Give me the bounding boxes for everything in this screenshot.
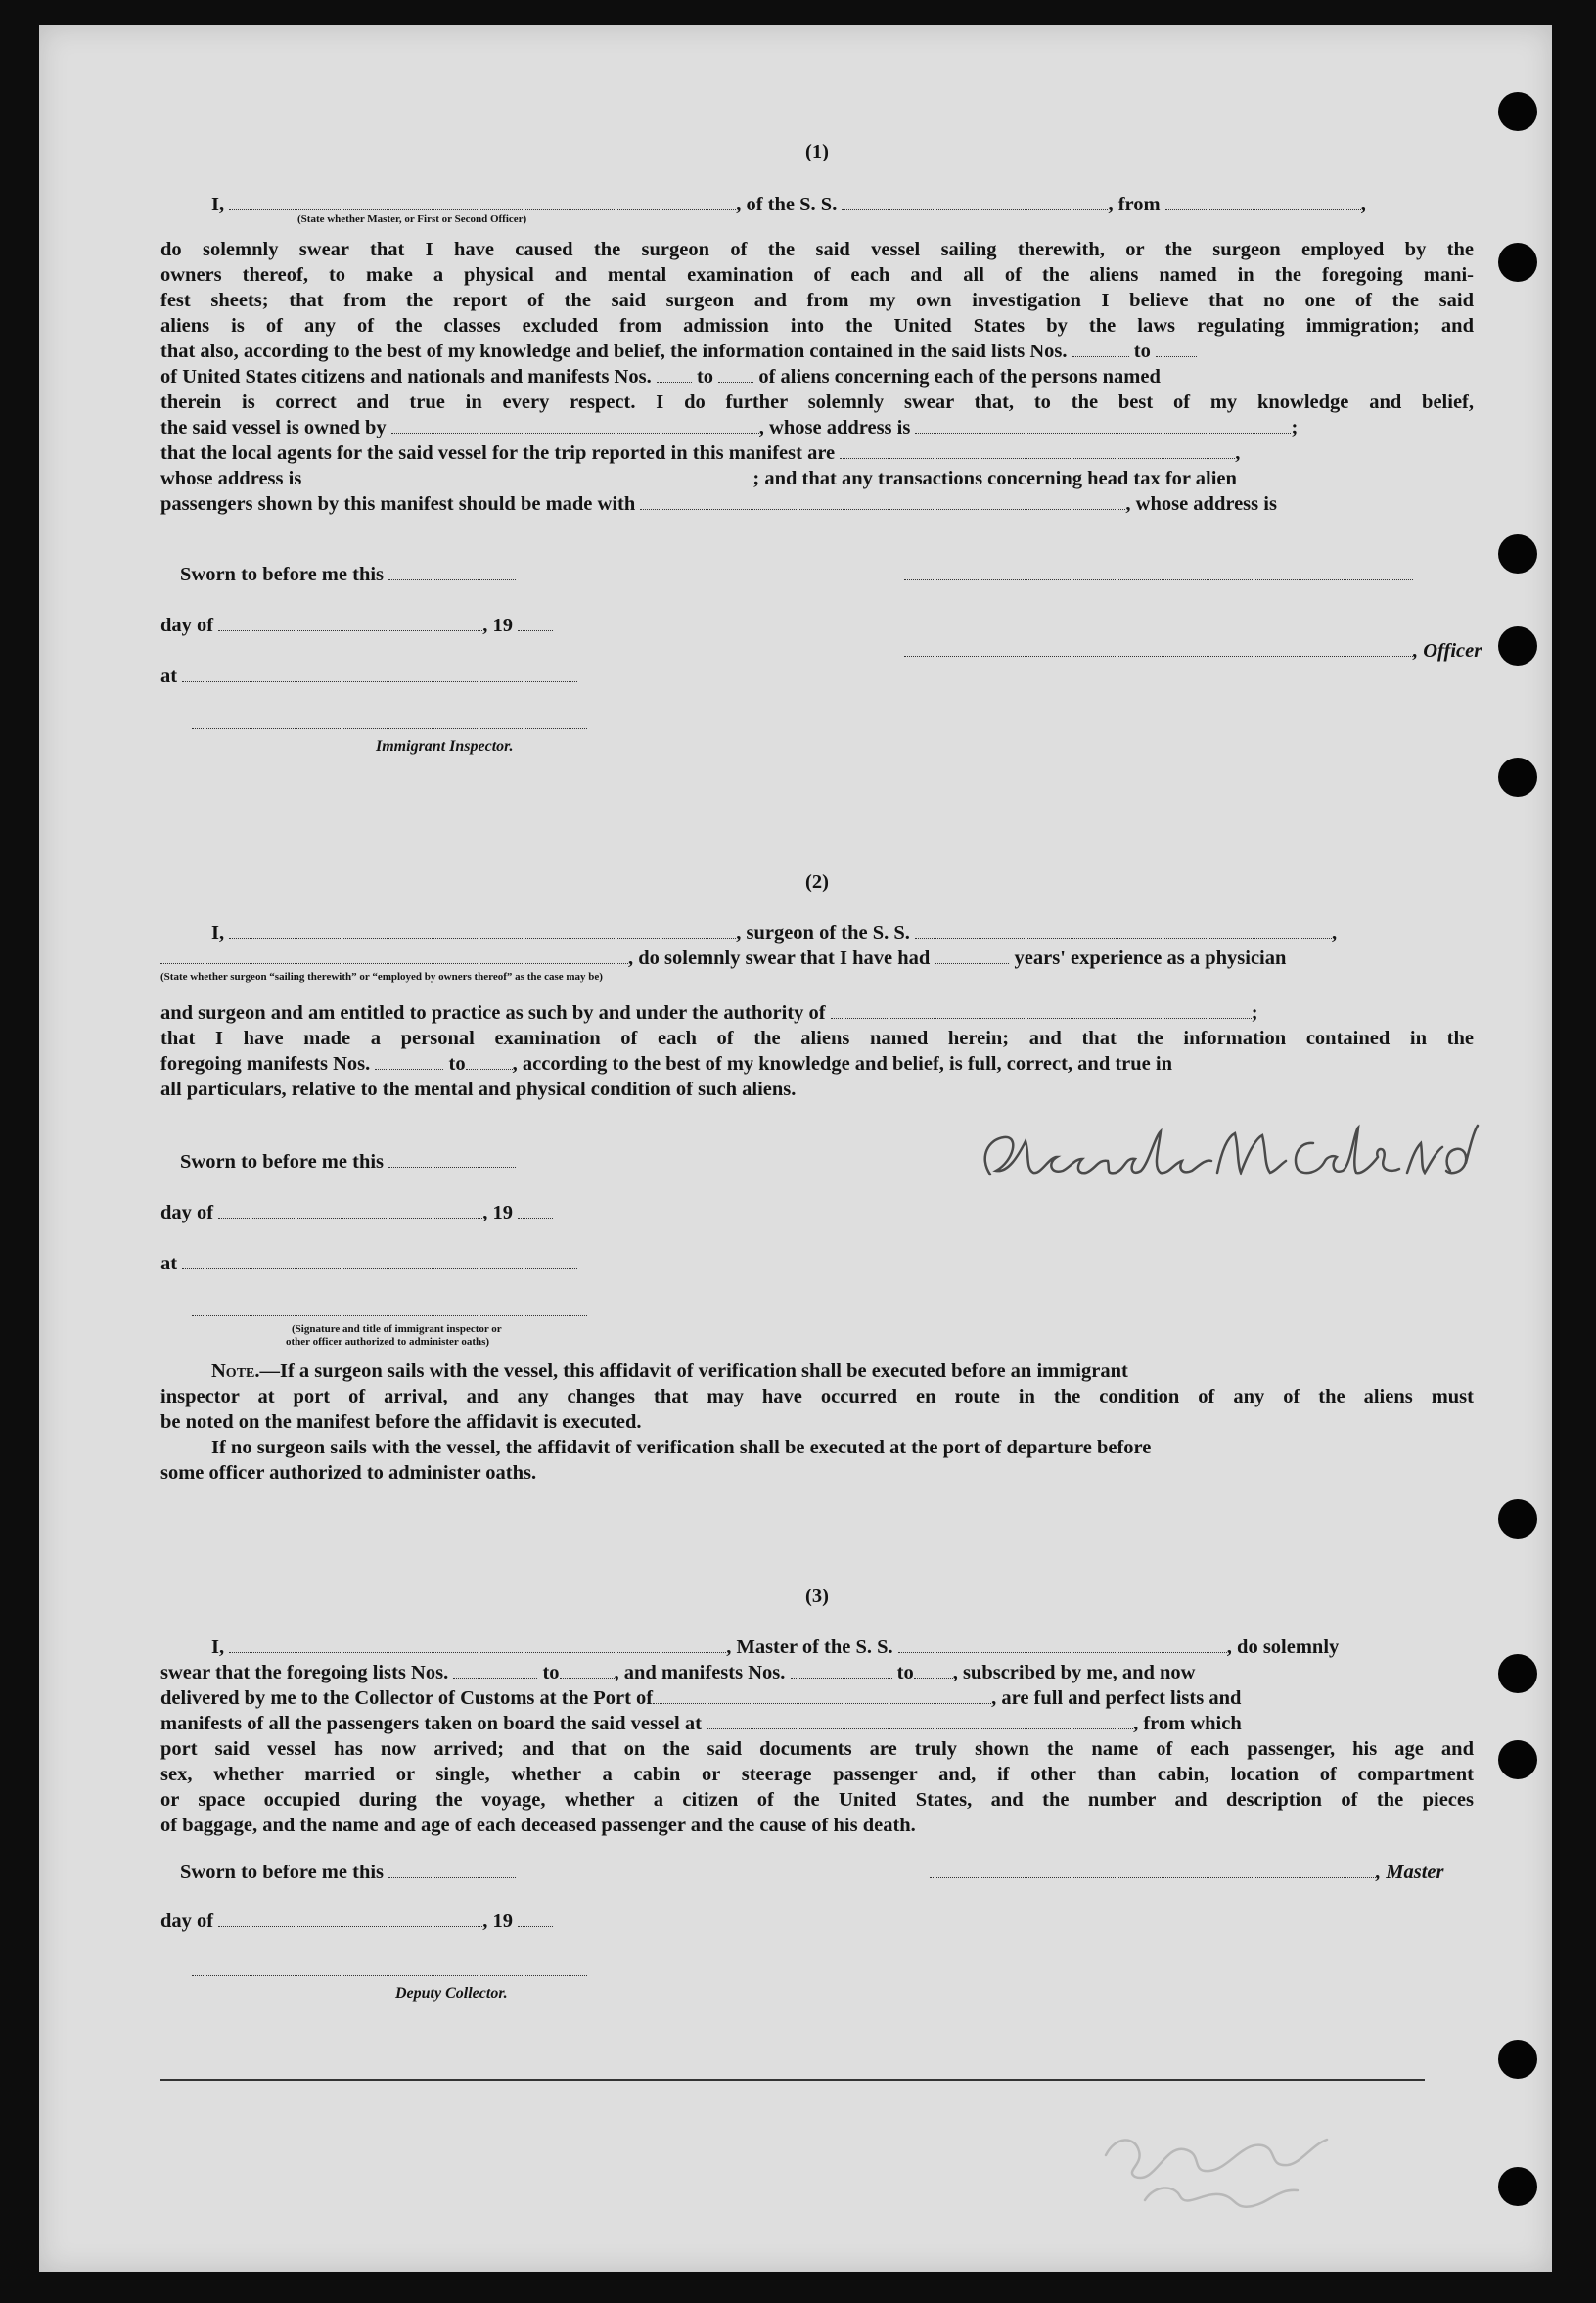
punch-hole bbox=[1498, 2040, 1537, 2079]
oath-text: port said vessel has now arrived; and that on the said documents are truly shown the name of each passenger, his age and bbox=[160, 1738, 1474, 1760]
embarkation-port-field[interactable] bbox=[707, 1713, 1133, 1729]
sworn-line bbox=[180, 1149, 516, 1175]
label: passengers shown by this manifest should be made with bbox=[160, 493, 636, 515]
surgeon-status-field[interactable] bbox=[160, 947, 628, 964]
label: , bbox=[1332, 922, 1338, 944]
month-field[interactable] bbox=[218, 1202, 482, 1219]
label: , Officer bbox=[1413, 640, 1482, 662]
inspector-signature-line[interactable] bbox=[192, 728, 587, 729]
master-signature-field[interactable] bbox=[930, 1862, 1376, 1878]
master-name-field[interactable] bbox=[229, 1636, 726, 1653]
oath-text: of baggage, and the name and age of each deceased passenger and the cause of his death. bbox=[160, 1815, 916, 1836]
year-field[interactable] bbox=[518, 615, 553, 631]
label: , according to the best of my knowledge and belief, is full, correct, and true in bbox=[512, 1053, 1172, 1075]
oath-text-line bbox=[160, 491, 1277, 517]
manifest-from-field[interactable] bbox=[657, 366, 692, 383]
oath-text: sex, whether married or single, whether a cabin or steerage passenger and, if other than cabin, location of compartment bbox=[160, 1764, 1474, 1785]
label: , do solemnly bbox=[1226, 1636, 1340, 1658]
list-to-field[interactable] bbox=[560, 1662, 615, 1679]
section-2-second-line bbox=[160, 945, 1286, 971]
label: Sworn to before me this bbox=[180, 1151, 385, 1173]
punch-hole bbox=[1498, 626, 1537, 666]
label: ; bbox=[1291, 417, 1299, 438]
deputy-signature-line[interactable] bbox=[192, 1975, 587, 1976]
year-field[interactable] bbox=[518, 1202, 553, 1219]
label: , bbox=[1360, 194, 1366, 215]
officer-rank-note: (State whether Master, or First or Second Officer) bbox=[297, 213, 527, 225]
document-page bbox=[39, 25, 1552, 2272]
inspector-label: Immigrant Inspector. bbox=[376, 738, 514, 755]
oath-text-line bbox=[160, 1000, 1258, 1026]
agents-field[interactable] bbox=[840, 442, 1235, 459]
oath-text: or space occupied during the voyage, whether a citizen of the United States, and the number and description of the pieces bbox=[160, 1789, 1474, 1811]
punch-hole bbox=[1498, 534, 1537, 574]
agents-address-field[interactable] bbox=[306, 468, 752, 484]
label: of United States citizens and nationals and manifests Nos. bbox=[160, 366, 652, 388]
pencil-annotation bbox=[1096, 2116, 1341, 2224]
section-2-number: (2) bbox=[805, 871, 829, 893]
manifest-from-field[interactable] bbox=[375, 1053, 443, 1070]
signature-note-2: other officer authorized to administer oaths) bbox=[286, 1336, 490, 1348]
officer-line bbox=[904, 638, 1482, 664]
section-2-first-line bbox=[211, 920, 1337, 945]
manifest-to-field[interactable] bbox=[466, 1053, 513, 1070]
punch-hole bbox=[1498, 1740, 1537, 1779]
label: delivered by me to the Collector of Customs at the Port of bbox=[160, 1687, 654, 1709]
section-1-number: (1) bbox=[805, 141, 829, 162]
note-first-line bbox=[211, 1359, 1128, 1384]
oath-text: aliens is of any of the classes excluded from admission into the United States by the laws regulating immigration; and bbox=[160, 315, 1474, 337]
list-from-field[interactable] bbox=[1072, 341, 1129, 357]
master-line bbox=[930, 1860, 1443, 1885]
at-line bbox=[160, 664, 577, 689]
note-text: some officer authorized to administer oaths. bbox=[160, 1462, 537, 1484]
label: at bbox=[160, 666, 178, 687]
label: , 19 bbox=[482, 1911, 513, 1932]
inspector-signature-line[interactable] bbox=[192, 1315, 587, 1316]
label: , surgeon of the S. S. bbox=[736, 922, 910, 944]
deputy-label: Deputy Collector. bbox=[395, 1985, 508, 2002]
month-field[interactable] bbox=[218, 1911, 482, 1927]
label: Sworn to before me this bbox=[180, 564, 385, 585]
punch-hole bbox=[1498, 92, 1537, 131]
sworn-date-field[interactable] bbox=[388, 564, 516, 580]
oath-text-line bbox=[160, 1685, 1241, 1711]
oath-text: therein is correct and true in every respect. I do further solemnly swear that, to the best of my knowledge and belief, bbox=[160, 392, 1474, 413]
month-field[interactable] bbox=[218, 615, 482, 631]
vessel-name-field[interactable] bbox=[842, 194, 1108, 210]
punch-hole bbox=[1498, 1499, 1537, 1539]
label: day of bbox=[160, 1202, 214, 1223]
note-label: Note. bbox=[211, 1360, 260, 1382]
label: manifests of all the passengers taken on board the said vessel at bbox=[160, 1713, 702, 1734]
year-field[interactable] bbox=[518, 1911, 553, 1927]
oath-text-line bbox=[160, 1711, 1242, 1736]
label: that also, according to the best of my knowledge and belief, the information contained in the said lists Nos. bbox=[160, 341, 1068, 362]
port-field[interactable] bbox=[1165, 194, 1361, 210]
label: to bbox=[896, 1662, 914, 1683]
signature-note-1: (Signature and title of immigrant inspector or bbox=[292, 1323, 502, 1335]
label: Sworn to before me this bbox=[180, 1862, 385, 1883]
vessel-name-field[interactable] bbox=[915, 922, 1332, 939]
label: , whose address is bbox=[1125, 493, 1277, 515]
bottom-rule bbox=[160, 2079, 1425, 2081]
label: at bbox=[160, 1253, 178, 1274]
label: , 19 bbox=[482, 615, 513, 636]
owner-address-field[interactable] bbox=[915, 417, 1291, 434]
label: , bbox=[1235, 442, 1241, 464]
surgeon-name-field[interactable] bbox=[229, 922, 736, 939]
label: , from which bbox=[1133, 1713, 1242, 1734]
label: day of bbox=[160, 615, 214, 636]
label: , whose address is bbox=[758, 417, 911, 438]
place-field[interactable] bbox=[182, 666, 577, 682]
manifest-to-field[interactable] bbox=[914, 1662, 953, 1679]
oath-text-line bbox=[160, 440, 1240, 466]
label: to bbox=[542, 1662, 560, 1683]
sworn-line bbox=[180, 1860, 516, 1885]
label: , Master bbox=[1376, 1862, 1444, 1883]
list-from-field[interactable] bbox=[453, 1662, 537, 1679]
oath-text: do solemnly swear that I have caused the surgeon of the said vessel sailing therewith, or the surgeon employed by the bbox=[160, 239, 1474, 260]
punch-hole bbox=[1498, 758, 1537, 797]
manifest-to-field[interactable] bbox=[718, 366, 753, 383]
label: , and manifests Nos. bbox=[614, 1662, 786, 1683]
note-text: inspector at port of arrival, and any changes that may have occurred en route in the condition of any of the aliens must bbox=[160, 1386, 1474, 1407]
label: that the local agents for the said vessel for the trip reported in this manifest are bbox=[160, 442, 836, 464]
authority-field[interactable] bbox=[831, 1002, 1252, 1019]
years-field[interactable] bbox=[935, 947, 1009, 964]
day-of-line bbox=[160, 1200, 553, 1225]
vessel-name-field[interactable] bbox=[898, 1636, 1227, 1653]
label: to bbox=[696, 366, 714, 388]
oath-text-line bbox=[160, 364, 1161, 390]
sworn-date-field[interactable] bbox=[388, 1862, 516, 1878]
port-field[interactable] bbox=[653, 1687, 991, 1704]
at-line bbox=[160, 1251, 577, 1276]
oath-text-line bbox=[160, 415, 1298, 440]
label: —If a surgeon sails with the vessel, this affidavit of verification shall be executed before an immigrant bbox=[259, 1360, 1128, 1382]
oath-text-line bbox=[160, 466, 1237, 491]
sworn-line bbox=[180, 562, 516, 587]
label: I, bbox=[211, 194, 225, 215]
oath-text: that I have made a personal examination of each of the aliens named herein; and that the information contained in the bbox=[160, 1028, 1474, 1049]
label: of aliens concerning each of the persons named bbox=[758, 366, 1161, 388]
label: ; bbox=[1251, 1002, 1258, 1024]
label: , Master of the S. S. bbox=[726, 1636, 893, 1658]
label: whose address is bbox=[160, 468, 302, 489]
label: the said vessel is owned by bbox=[160, 417, 387, 438]
label: to bbox=[448, 1053, 466, 1075]
punch-hole bbox=[1498, 243, 1537, 282]
day-of-line bbox=[160, 613, 553, 638]
label: , are full and perfect lists and bbox=[991, 1687, 1242, 1709]
label: years' experience as a physician bbox=[1014, 947, 1287, 969]
label: to bbox=[1133, 341, 1151, 362]
oath-text-line bbox=[160, 339, 1197, 364]
oath-text-line bbox=[160, 1660, 1195, 1685]
label: ; and that any transactions concerning head tax for alien bbox=[752, 468, 1237, 489]
place-field[interactable] bbox=[182, 1253, 577, 1269]
manifest-from-field[interactable] bbox=[791, 1662, 892, 1679]
oath-text-line bbox=[160, 1051, 1172, 1077]
list-to-field[interactable] bbox=[1156, 341, 1197, 357]
officer-signature-line[interactable] bbox=[904, 579, 1413, 580]
label: I, bbox=[211, 1636, 225, 1658]
note-text: If no surgeon sails with the vessel, the affidavit of verification shall be executed at the port of departure before bbox=[211, 1437, 1152, 1458]
label: swear that the foregoing lists Nos. bbox=[160, 1662, 449, 1683]
label: , 19 bbox=[482, 1202, 513, 1223]
label: , do solemnly swear that I have had bbox=[628, 947, 931, 969]
section-3-first-line bbox=[211, 1635, 1339, 1660]
note-text: be noted on the manifest before the affidavit is executed. bbox=[160, 1411, 642, 1433]
owner-field[interactable] bbox=[391, 417, 759, 434]
oath-text: owners thereof, to make a physical and mental examination of each and all of the aliens named in the foregoing mani- bbox=[160, 264, 1474, 286]
label: and surgeon and am entitled to practice as such by and under the authority of bbox=[160, 1002, 826, 1024]
head-tax-field[interactable] bbox=[640, 493, 1125, 510]
oath-text: all particulars, relative to the mental and physical condition of such aliens. bbox=[160, 1079, 797, 1100]
sworn-date-field[interactable] bbox=[388, 1151, 516, 1168]
punch-hole bbox=[1498, 2167, 1537, 2206]
officer-name-field[interactable] bbox=[229, 194, 736, 210]
punch-hole bbox=[1498, 1654, 1537, 1693]
officer-signature-field[interactable] bbox=[904, 640, 1413, 657]
oath-text: fest sheets; that from the report of the said surgeon and from my own investigation I believe that no one of the said bbox=[160, 290, 1474, 311]
label: I, bbox=[211, 922, 225, 944]
surgeon-handwritten-signature bbox=[961, 1118, 1480, 1192]
section-3-number: (3) bbox=[805, 1586, 829, 1607]
label: , of the S. S. bbox=[736, 194, 838, 215]
surgeon-status-note: (State whether surgeon “sailing therewith” or “employed by owners thereof” as the case may be) bbox=[160, 971, 603, 983]
label: , subscribed by me, and now bbox=[952, 1662, 1196, 1683]
label: , from bbox=[1108, 194, 1161, 215]
day-of-line bbox=[160, 1909, 553, 1934]
label: day of bbox=[160, 1911, 214, 1932]
label: foregoing manifests Nos. bbox=[160, 1053, 371, 1075]
